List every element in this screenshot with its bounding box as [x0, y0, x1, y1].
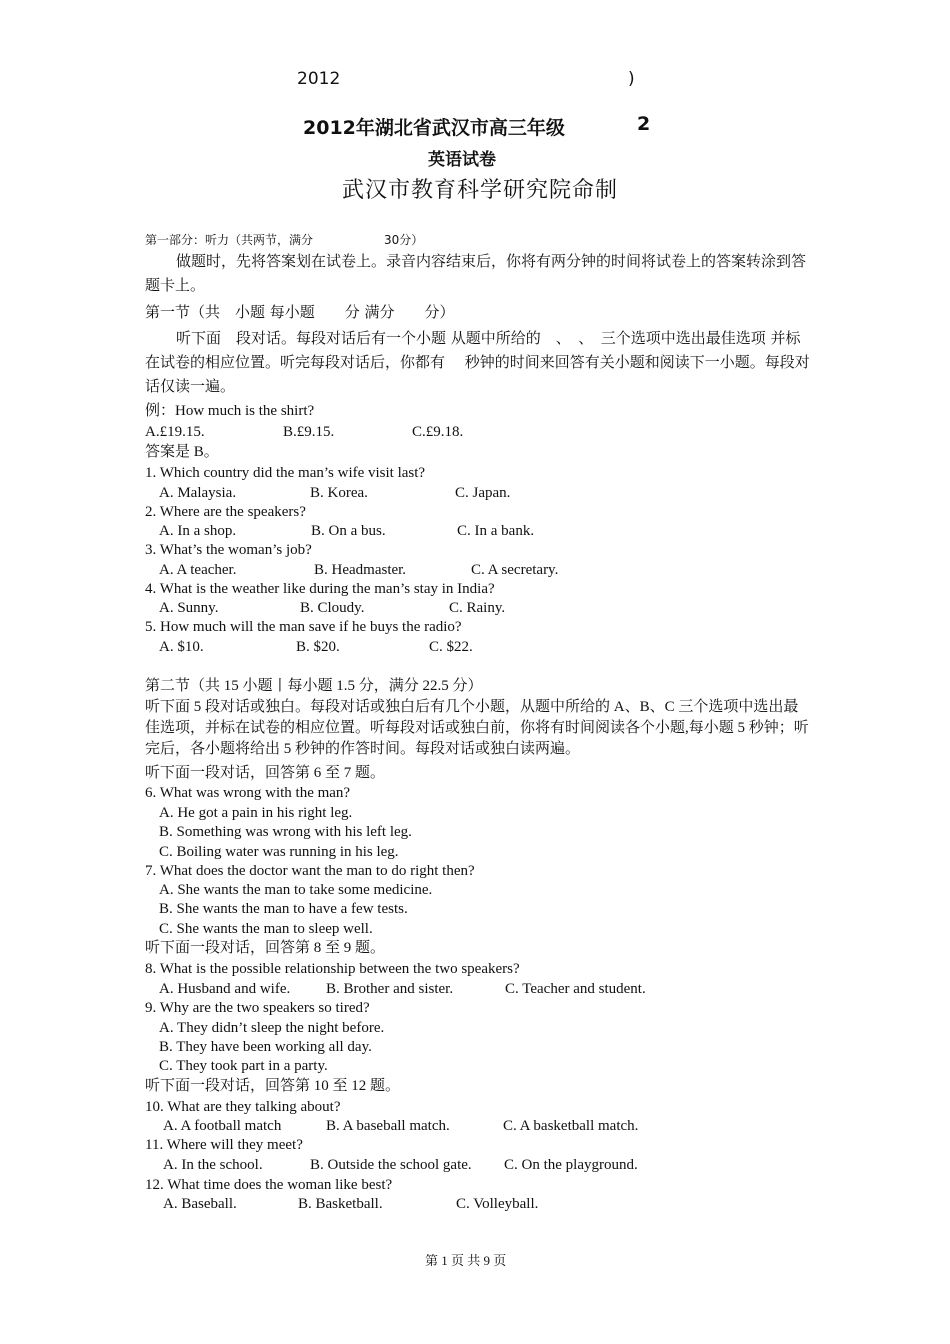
q6-option-b: B. Something was wrong with his left leg.: [159, 824, 412, 840]
q12-option-b: B. Basketball.: [298, 1196, 383, 1212]
section2-heading: 第二节（共 15 小题丨每小题 1.5 分，满分 22.5 分）: [145, 678, 483, 694]
q3-option-a: A. A teacher.: [159, 562, 237, 578]
q11-option-b: B. Outside the school gate.: [310, 1157, 472, 1173]
page-title: 2012年湖北省武汉市高三年级: [303, 117, 565, 139]
q12-option-a: A. Baseball.: [163, 1196, 237, 1212]
q4-option-a: A. Sunny.: [159, 600, 219, 616]
part1-score: 30分）: [384, 233, 424, 247]
q11-option-a: A. In the school.: [163, 1157, 263, 1173]
q7-option-b: B. She wants the man to have a few tests.: [159, 901, 408, 917]
lead-10-12: 听下面一段对话，回答第 10 至 12 题。: [145, 1078, 401, 1094]
example-option-c: C.£9.18.: [412, 424, 464, 440]
question-8: 8. What is the possible relationship between the two speakers?: [145, 961, 520, 977]
q10-option-a: A. A football match: [163, 1118, 282, 1134]
question-2: 2. Where are the speakers?: [145, 504, 306, 520]
q4-option-b: B. Cloudy.: [300, 600, 365, 616]
q4-option-c: C. Rainy.: [449, 600, 506, 616]
q12-option-c: C. Volleyball.: [456, 1196, 539, 1212]
example-option-a: A.£19.15.: [145, 424, 205, 440]
section1-heading: 第一节（共 小题 每小题 分 满分 分）: [145, 303, 455, 321]
q6-option-c: C. Boiling water was running in his leg.: [159, 844, 399, 860]
q1-option-a: A. Malaysia.: [159, 485, 237, 501]
q8-option-b: B. Brother and sister.: [326, 981, 454, 997]
page-title-number: 2: [637, 113, 651, 135]
q8-option-c: C. Teacher and student.: [505, 981, 646, 997]
lead-6-7: 听下面一段对话，回答第 6 至 7 题。: [145, 765, 386, 781]
part1-heading: 第一部分：听力（共两节，满分: [145, 233, 314, 247]
question-9: 9. Why are the two speakers so tired?: [145, 1000, 370, 1016]
q7-option-c: C. She wants the man to sleep well.: [159, 921, 373, 937]
lead-8-9: 听下面一段对话，回答第 8 至 9 题。: [145, 940, 386, 956]
q10-option-b: B. A baseball match.: [326, 1118, 450, 1134]
q11-option-c: C. On the playground.: [504, 1157, 638, 1173]
q2-option-a: A. In a shop.: [159, 523, 237, 539]
header-year: 2012: [297, 69, 341, 89]
part1-instruction: 做题时，先将答案划在试卷上。录音内容结束后，你将有两分钟的时间将试卷上的答案转涂到答题卡上。: [145, 252, 807, 294]
question-5: 5. How much will the man save if he buys the radio?: [145, 619, 462, 635]
q2-option-c: C. In a bank.: [457, 523, 535, 539]
q8-option-a: A. Husband and wife.: [159, 981, 291, 997]
q3-option-c: C. A secretary.: [471, 562, 559, 578]
q5-option-a: A. $10.: [159, 639, 204, 655]
q1-option-c: C. Japan.: [455, 485, 511, 501]
question-10: 10. What are they talking about?: [145, 1099, 341, 1115]
q3-option-b: B. Headmaster.: [314, 562, 407, 578]
question-6: 6. What was wrong with the man?: [145, 785, 351, 801]
page-footer: 第 1 页 共 9 页: [425, 1253, 507, 1268]
q7-option-a: A. She wants the man to take some medicine.: [159, 882, 433, 898]
q9-option-c: C. They took part in a party.: [159, 1058, 328, 1074]
question-12: 12. What time does the woman like best?: [145, 1177, 393, 1193]
q9-option-a: A. They didn’t sleep the night before.: [159, 1020, 385, 1036]
example-answer: 答案是 B。: [145, 444, 219, 460]
q1-option-b: B. Korea.: [310, 485, 368, 501]
q2-option-b: B. On a bus.: [311, 523, 386, 539]
section1-instruction: 听下面 段对话。每段对话后有一个小题 从题中所给的 、 、 三个选项中选出最佳选项 并标在试卷的相应位置。听完每段对话后，你都有 秒钟的时间来回答有关小题和阅读下一小题。每段对话仅读一遍。: [145, 329, 810, 395]
example-question: 例：How much is the shirt?: [145, 403, 315, 419]
page-subtitle: 英语试卷: [428, 150, 496, 170]
question-11: 11. Where will they meet?: [145, 1137, 303, 1153]
example-option-b: B.£9.15.: [283, 424, 335, 440]
q6-option-a: A. He got a pain in his right leg.: [159, 805, 353, 821]
q9-option-b: B. They have been working all day.: [159, 1039, 372, 1055]
section2-instruction: 听下面 5 段对话或独白。每段对话或独白后有几个小题，从题中所给的 A、B、C 三个选项中选出最佳选项，并标在试卷的相应位置。听每段对话或独白前，你将有时间阅读各个小题,每小题 5 秒钟；听完后，各小题将给出 5 秒钟的作答时间。每段对话或独白读两遍。: [145, 699, 809, 757]
issuer: 武汉市教育科学研究院命制: [342, 178, 619, 203]
q5-option-b: B. $20.: [296, 639, 340, 655]
question-1: 1. Which country did the man’s wife visit last?: [145, 465, 426, 481]
question-3: 3. What’s the woman’s job?: [145, 542, 312, 558]
q10-option-c: C. A basketball match.: [503, 1118, 639, 1134]
question-7: 7. What does the doctor want the man to do right then?: [145, 863, 475, 879]
question-4: 4. What is the weather like during the man’s stay in India?: [145, 581, 495, 597]
header-paren: ): [628, 69, 635, 89]
q5-option-c: C. $22.: [429, 639, 473, 655]
